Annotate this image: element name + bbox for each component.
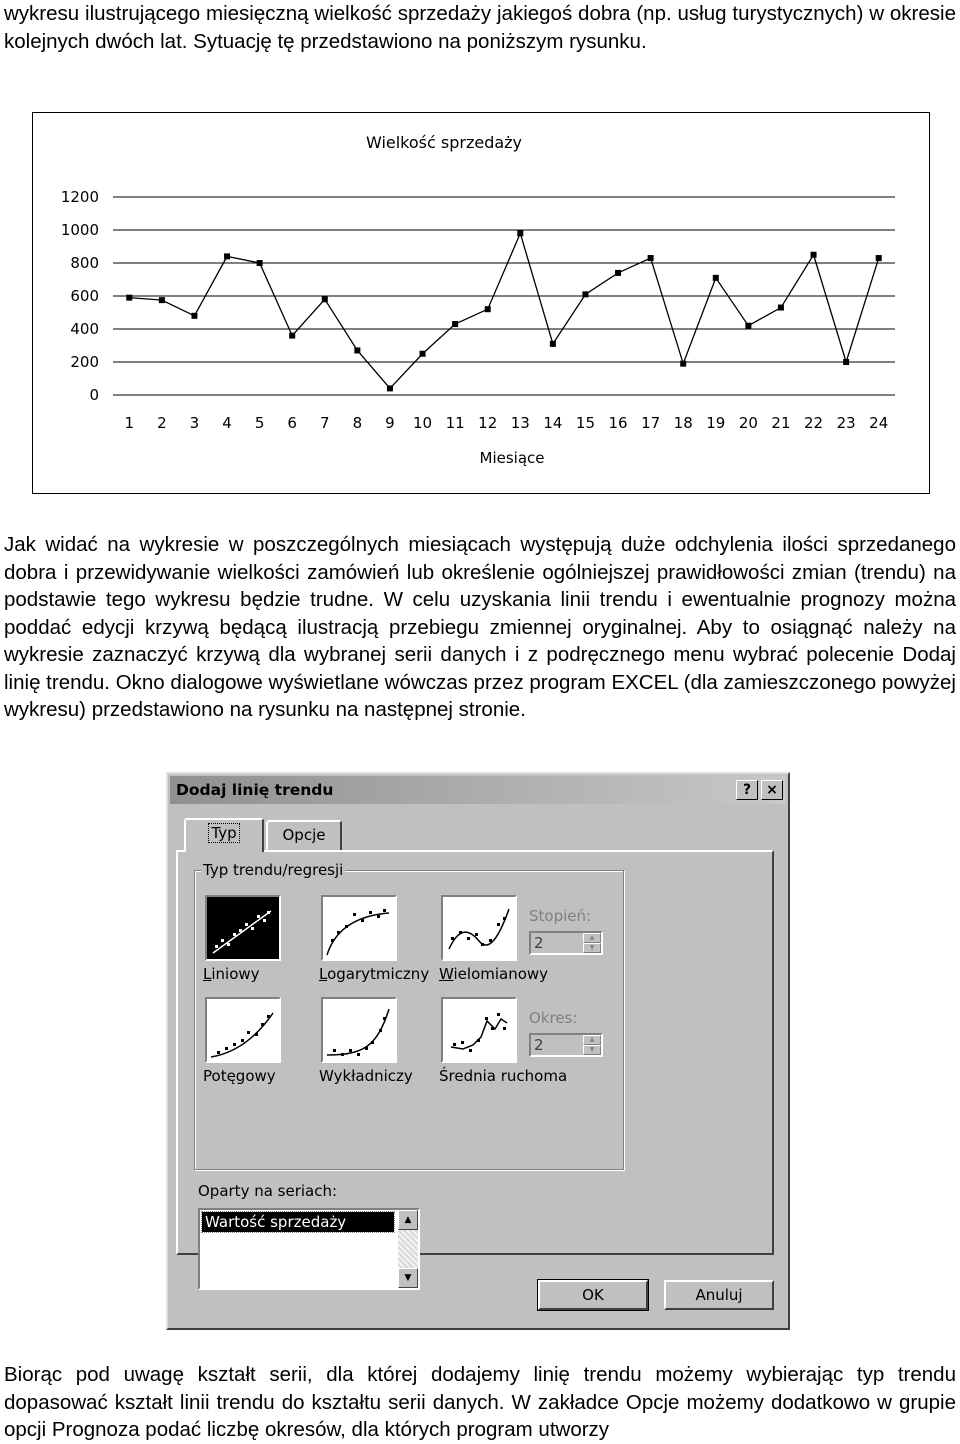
add-trendline-dialog xyxy=(166,772,790,1330)
data-point xyxy=(582,291,588,297)
series-list-item[interactable]: Wartość sprzedaży xyxy=(202,1212,394,1232)
y-tick-label: 400 xyxy=(70,320,99,338)
data-point xyxy=(680,361,686,367)
data-point xyxy=(159,297,165,303)
data-point xyxy=(420,351,426,357)
scroll-down-icon[interactable]: ▼ xyxy=(398,1268,418,1288)
spin-down-icon[interactable]: ▼ xyxy=(583,1045,601,1055)
tab-typ[interactable] xyxy=(184,818,264,852)
logarithmic-trend-icon xyxy=(323,897,395,959)
data-point xyxy=(322,296,328,302)
paragraph-intro: wykresu ilustrującego miesięczną wielkość sprzedaży jakiegoś dobra (np. usług turystycznych) w okresie kolejnych dwóch lat. Sytuację tę przedstawiono na poniższym rysunku. xyxy=(4,2,956,53)
help-button[interactable]: ? xyxy=(736,780,758,800)
x-tick-label: 6 xyxy=(287,414,297,432)
y-tick-label: 1000 xyxy=(60,221,99,239)
period-value: 2 xyxy=(534,1036,544,1054)
linear-trend-icon xyxy=(207,897,279,959)
y-tick-label: 0 xyxy=(89,386,99,404)
x-tick-label: 19 xyxy=(706,414,726,432)
trend-poly-option[interactable] xyxy=(441,895,517,961)
scroll-up-icon[interactable]: ▲ xyxy=(398,1210,418,1230)
x-tick-label: 11 xyxy=(445,414,465,432)
degree-spinner-arrows[interactable] xyxy=(583,933,601,953)
y-tick-label: 800 xyxy=(70,254,99,272)
power-trend-icon xyxy=(207,999,279,1061)
x-tick-label: 8 xyxy=(352,414,363,432)
x-axis-label: Miesiące xyxy=(479,449,545,467)
tab-typ-label: Typ xyxy=(211,824,237,842)
trend-power-label: Potęgowy xyxy=(203,1067,276,1085)
trend-log-option[interactable] xyxy=(321,895,397,961)
trend-moving-avg-label: Średnia ruchoma xyxy=(439,1067,568,1085)
moving-average-trend-icon xyxy=(443,999,515,1061)
data-point xyxy=(289,333,295,339)
dialog-titlebar[interactable] xyxy=(170,776,786,804)
degree-value: 2 xyxy=(534,934,544,952)
degree-spinner[interactable] xyxy=(529,931,603,955)
series-listbox[interactable] xyxy=(198,1208,420,1290)
trend-linear-option[interactable] xyxy=(205,895,281,961)
x-tick-label: 2 xyxy=(157,414,167,432)
data-point xyxy=(745,323,751,329)
dialog-title: Dodaj linię trendu xyxy=(176,781,334,799)
tab-panel-typ xyxy=(176,850,774,1283)
data-point xyxy=(126,295,132,301)
period-label: Okres: xyxy=(529,1009,578,1027)
trend-type-group xyxy=(194,861,624,1170)
ok-button[interactable]: OK xyxy=(538,1280,648,1310)
paragraph-conclusion: Biorąc pod uwagę kształt serii, dla której dodajemy linię trendu możemy wybierając typ trendu dopasować kształt linii trendu do kształtu serii danych. W zakładce Opcje możemy dodatkowo w grupie opcji Prognoza podać liczbę okresów, dla których program utworzy xyxy=(4,1363,956,1441)
paragraph-explanation: Jak widać na wykresie w poszczególnych miesiącach występują duże odchylenia ilości sprzedanego dobra i przewidywanie wielkości zamówień lub określenie ogólniejszej prawidłowości zmian (trendu) na podstawie tego wykresu będzie trudne. W celu uzyskania linii trendu i ewentualnie prognozy można poddać edycji krzywą będącą ilustracją przebiegu zmiennej oryginalnej. Aby to osiągnąć należy na wykresie zaznaczyć krzywą dla wybranej serii danych i z podręcznego menu wybrać polecenie Dodaj linię trendu. Okno dialogowe wyświetlane wówczas przez program EXCEL (dla zamieszczonego powyżej wykresu) przedstawiono na rysunku na następnej stronie. xyxy=(4,533,956,721)
x-tick-label: 16 xyxy=(608,414,628,432)
exponential-trend-icon xyxy=(323,999,395,1061)
data-point xyxy=(648,255,654,261)
x-tick-label: 3 xyxy=(189,414,200,432)
spin-up-icon[interactable]: ▲ xyxy=(583,933,601,943)
x-tick-label: 1 xyxy=(124,414,135,432)
spin-down-icon[interactable]: ▼ xyxy=(583,943,601,953)
polynomial-trend-icon xyxy=(443,897,515,959)
x-tick-label: 23 xyxy=(836,414,856,432)
y-tick-label: 600 xyxy=(70,287,99,305)
data-point xyxy=(387,385,393,391)
x-tick-label: 17 xyxy=(641,414,661,432)
trend-power-option[interactable] xyxy=(205,997,281,1063)
x-tick-label: 22 xyxy=(803,414,824,432)
trend-exp-label: Wykładniczy xyxy=(319,1067,413,1085)
cancel-button[interactable]: Anuluj xyxy=(664,1280,774,1310)
x-tick-label: 14 xyxy=(543,414,563,432)
degree-label: Stopień: xyxy=(529,907,592,925)
sales-chart-svg xyxy=(33,113,929,493)
tab-opcje[interactable] xyxy=(266,820,342,850)
data-point xyxy=(257,260,263,266)
series-line xyxy=(129,233,878,388)
x-tick-label: 15 xyxy=(575,414,596,432)
data-point xyxy=(550,341,556,347)
x-tick-label: 7 xyxy=(320,414,330,432)
data-point xyxy=(843,359,849,365)
data-point xyxy=(485,306,491,312)
series-label: Oparty na seriach: xyxy=(198,1182,338,1200)
spin-up-icon[interactable]: ▲ xyxy=(583,1035,601,1045)
data-point xyxy=(354,347,360,353)
tab-opcje-label: Opcje xyxy=(282,826,326,844)
x-tick-label: 13 xyxy=(510,414,530,432)
x-tick-label: 24 xyxy=(869,414,889,432)
data-point xyxy=(224,253,230,259)
trend-linear-label: Liniowy xyxy=(203,965,260,983)
data-point xyxy=(452,321,458,327)
trend-type-group-label: Typ trendu/regresji xyxy=(203,861,344,879)
x-tick-label: 4 xyxy=(222,414,232,432)
data-point xyxy=(191,313,197,319)
chart-title: Wielkość sprzedaży xyxy=(365,133,523,152)
data-point xyxy=(615,270,621,276)
close-button[interactable]: × xyxy=(761,780,783,800)
data-point xyxy=(517,230,523,236)
data-point xyxy=(778,305,784,311)
period-spinner-arrows[interactable] xyxy=(583,1035,601,1055)
data-point xyxy=(713,275,719,281)
data-point xyxy=(876,255,882,261)
x-tick-label: 9 xyxy=(385,414,395,432)
data-point xyxy=(811,252,817,258)
trend-exp-option[interactable] xyxy=(321,997,397,1063)
x-tick-label: 12 xyxy=(478,414,498,432)
y-tick-label: 200 xyxy=(70,353,99,371)
x-tick-label: 20 xyxy=(738,414,758,432)
trend-moving-avg-option[interactable] xyxy=(441,997,517,1063)
trend-log-label: Logarytmiczny xyxy=(319,965,430,983)
y-tick-label: 1200 xyxy=(60,188,99,206)
series-scrollbar[interactable] xyxy=(398,1210,418,1288)
x-tick-label: 5 xyxy=(254,414,265,432)
x-tick-label: 21 xyxy=(771,414,791,432)
sales-chart xyxy=(32,112,930,494)
trend-poly-label: Wielomianowy xyxy=(439,965,549,983)
period-spinner[interactable] xyxy=(529,1033,603,1057)
x-tick-label: 10 xyxy=(412,414,433,432)
x-tick-label: 18 xyxy=(673,414,693,432)
